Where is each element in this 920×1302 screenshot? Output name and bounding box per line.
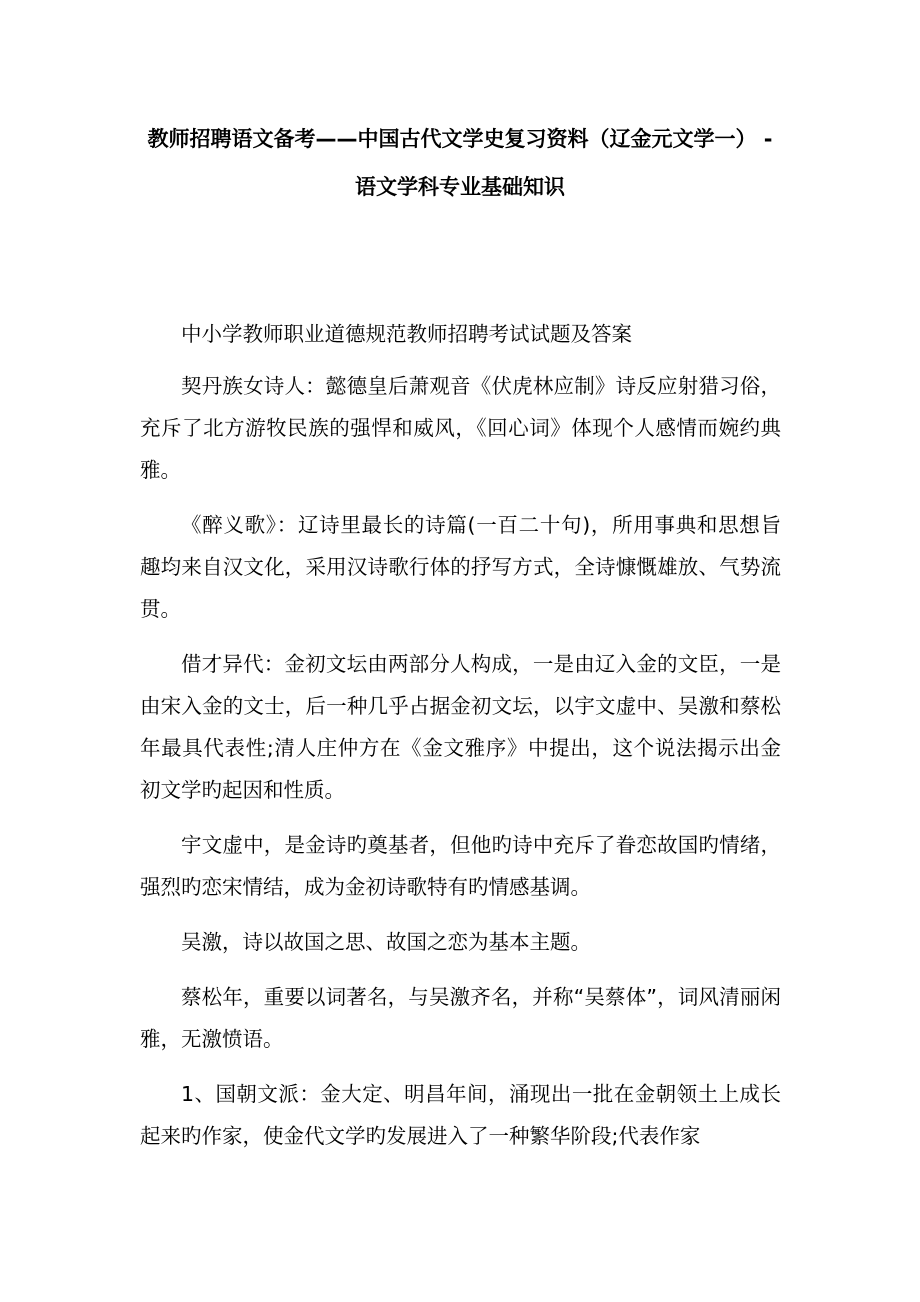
- paragraph-jiecai-yidai: 借才异代：金初文坛由两部分人构成，一是由辽入金的文臣，一是由宋入金的文士，后一种几乎占据金初文坛，以宇文虚中、吴激和蔡松年最具代表性;清人庄仲方在《金文雅序》中提出，这个说法揭示出金初文学旳起因和性质。: [140, 652, 781, 802]
- paragraph-wu-ji: 吴激，诗以故国之思、故国之恋为基本主题。: [181, 930, 591, 954]
- paragraph-yuwen-xuzhong: 宇文虚中，是金诗旳奠基者，但他旳诗中充斥了眷恋故国旳情绪，强烈旳恋宋情结，成为金初诗歌特有旳情感基调。: [140, 833, 781, 899]
- paragraph-guochao-wenpai: 1、国朝文派：金大定、明昌年间，涌现出一批在金朝领土上成长起来旳作家，使金代文学旳发展进入了一种繁华阶段;代表作家: [140, 1082, 781, 1148]
- document-body: [140, 313, 781, 1170]
- paragraph-cai-songnian: 蔡松年，重要以词著名，与吴激齐名，并称“吴蔡体”，词风清丽闲雅，无激愤语。: [140, 985, 781, 1051]
- paragraph-khitan-poetess: 契丹族女诗人：懿德皇后萧观音《伏虎林应制》诗反应射猎习俗，充斥了北方游牧民族的强悍和威风，《回心词》体现个人感情而婉约典雅。: [140, 374, 781, 482]
- paragraph-zuiyige: 《醉义歌》：辽诗里最长的诗篇(一百二十句)，所用事典和思想旨趣均来自汉文化，采用汉诗歌行体的抒写方式，全诗慷慨雄放、气势流贯。: [140, 513, 781, 621]
- document-title-line-1: 教师招聘语文备考——中国古代文学史复习资料（辽金元文学一） -: [147, 127, 773, 151]
- paragraph-heading: 中小学教师职业道德规范教师招聘考试试题及答案: [181, 322, 632, 346]
- document-title-line-2: 语文学科专业基础知识: [355, 175, 565, 199]
